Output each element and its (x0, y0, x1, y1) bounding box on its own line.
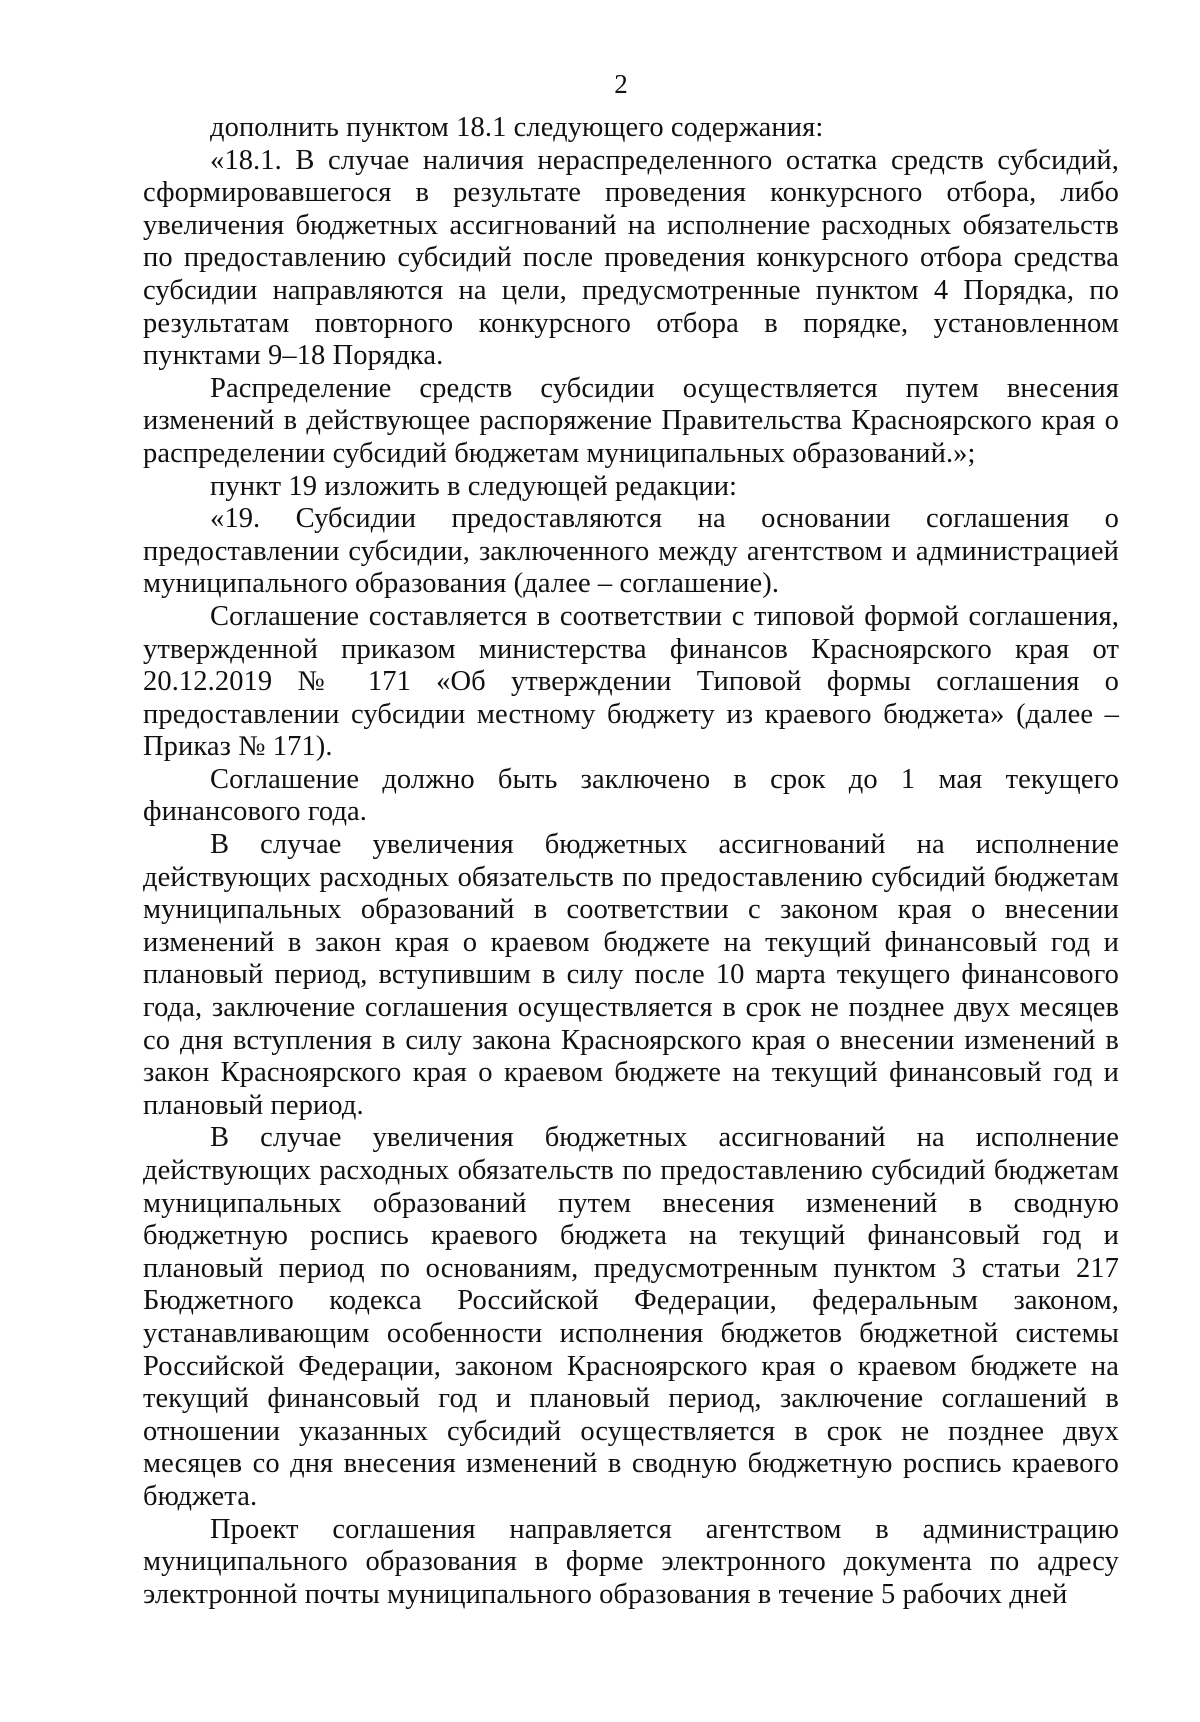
paragraph-10: Проект соглашения направляется агентством в администрацию муниципального образования в форме электронного документа по адресу электронной почты муниципального образования в течение 5 рабочих дней (143, 1513, 1119, 1610)
paragraph-3: Распределение средств субсидии осуществляется путем внесения изменений в действующее распоряжение Правительства Красноярского края о распределении субсидий бюджетам муниципальных образований.»; (143, 372, 1119, 469)
paragraph-6: Соглашение составляется в соответствии с типовой формой соглашения, утвержденной приказом министерства финансов Красноярского края от 20.12.2019 № 171 «Об утверждении Типовой формы соглашения о предоставлении субсидии местному бюджету из краевого бюджета» (далее – Приказ № 171). (143, 600, 1119, 763)
paragraph-9: В случае увеличения бюджетных ассигнований на исполнение действующих расходных обязательств по предоставлению субсидий бюджетам муниципальных образований путем внесения изменений в сводную бюджетную роспись краевого бюджета на текущий финансовый год и плановый период по основаниям, предусмотренным пунктом 3 статьи 217 Бюджетного кодекса Российской Федерации, федеральным законом, устанавливающим особенности исполнения бюджетов бюджетной системы Российской Федерации, законом Красноярского края о краевом бюджете на текущий финансовый год и плановый период, заключение соглашений в отношении указанных субсидий осуществляется в срок не позднее двух месяцев со дня внесения изменений в сводную бюджетную роспись краевого бюджета. (143, 1122, 1119, 1512)
paragraph-4: пункт 19 изложить в следующей редакции: (210, 470, 738, 502)
paragraph-8: В случае увеличения бюджетных ассигнований на исполнение действующих расходных обязательств по предоставлению субсидий бюджетам муниципальных образований в соответствии с законом края о внесении изменений в закон края о краевом бюджете на текущий финансовый год и плановый период, вступившим в силу после 10 марта текущего финансового года, заключение соглашения осуществляется в срок не позднее двух месяцев со дня вступления в силу закона Красноярского края о внесении изменений в закон Красноярского края о краевом бюджете на текущий финансовый год и плановый период. (143, 829, 1119, 1121)
paragraph-5: «19. Субсидии предоставляются на основании соглашения о предоставлении субсидии, заключенного между агентством и администрацией муниципального образования (далее – соглашение). (143, 503, 1119, 600)
document-body (143, 112, 1119, 1611)
paragraph-1: дополнить пунктом 18.1 следующего содержания: (210, 112, 824, 143)
paragraph-2: «18.1. В случае наличия нераспределенного остатка средств субсидий, сформировавшегося в результате проведения конкурсного отбора, либо увеличения бюджетных ассигнований на исполнение расходных обязательств по предоставлению субсидий после проведения конкурсного отбора средства субсидии направляются на цели, предусмотренные пунктом 4 Порядка, по результатам повторного конкурсного отбора в порядке, установленном пунктами 9–18 Порядка. (143, 144, 1119, 372)
page-number: 2 (614, 69, 628, 99)
paragraph-7: Соглашение должно быть заключено в срок до 1 мая текущего финансового года. (143, 763, 1119, 828)
